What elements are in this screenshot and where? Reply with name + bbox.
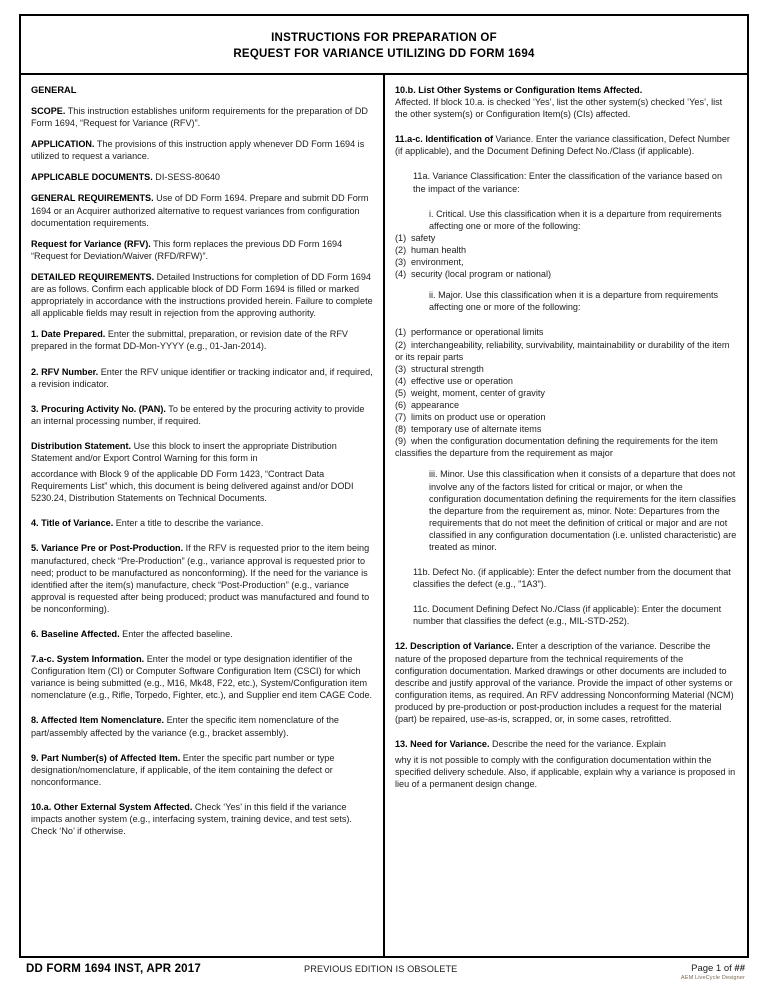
list-item-number: (7) [395, 412, 407, 423]
item-5-text: If the RFV is requested prior to the item being manufactured, check “Pre-Production” (e.g., variance approval is requested prior to need; product to be manufactured as nonconforming). If the need for the variance is identified after the item(s) manufacture, check “Post-Production” (e.g., variance approval is requested after being produced; product was manufactured and found to be nonconforming). [31, 543, 370, 614]
item-12-paragraph [395, 640, 737, 725]
list-item-text: interchangeability, reliability, survivability, maintainability or durability of the item or its repair parts [395, 339, 730, 362]
list-item [395, 435, 737, 459]
item-6-label: 6. Baseline Affected. [31, 629, 120, 639]
list-item-text: structural strength [411, 363, 484, 374]
item-9-label: 9. Part Number(s) of Affected Item. [31, 752, 181, 763]
item-3-text: To be entered by the procuring activity to provide an internal processing number, if required. [31, 403, 365, 426]
form-title-line-2: REQUEST FOR VARIANCE UTILIZING DD FORM 1694 [233, 47, 535, 60]
list-item [395, 387, 737, 399]
item-1-label: 1. Date Prepared. [31, 329, 106, 340]
designer-tool-label: AEM LiveCycle Designer [680, 975, 745, 981]
critical-classification-paragraph: i. Critical. Use this classification when it is a departure from requirements affecting one or more of the following: [429, 208, 722, 231]
item-11a-paragraph: 11a. Variance Classification: Enter the classification of the variance based on the impact of the variance: [413, 171, 723, 194]
form-title-line-1: INSTRUCTIONS FOR PREPARATION OF [271, 31, 497, 44]
instruction-columns [21, 75, 747, 956]
item-12-text: Enter a description of the variance. Describe the nature of the proposed departure from the technical requirements of the configuration documentation. Marked drawings or other documents are included to describe and justify approval of the variance. Provide the impact of other systems or configuration items, as required. An RFV addressing Nonconforming Material (NCM) produced by pre-production or post-production includes a request for the material (part) be repaired, use-as-is, scrapped, or, in some cases, retrofitted. [395, 641, 734, 725]
item-8-paragraph [31, 714, 373, 738]
list-item [395, 339, 737, 363]
item-8-label: 8. Affected Item Nomenclature. [31, 715, 165, 726]
item-3-paragraph [31, 403, 373, 427]
distribution-statement-paragraph-2: accordance with Block 9 of the applicable DD Form 1423, “Contract Data Requirements List” which, this document is being delivered against and/or DODI 5230.24, Distribution Statements on Technical Documents. [31, 469, 354, 504]
item-11b-paragraph: 11b. Defect No. (if applicable): Enter the defect number from the document that classifies the defect (e.g., "1A3"). [413, 567, 731, 590]
right-instruction-column [385, 75, 747, 956]
item-1-text: Enter the submittal, preparation, or revision date of the RFV prepared in the format DD-Mon-YYYY (e.g., 01-Jan-2014). [31, 329, 348, 352]
list-item-number: (4) [395, 375, 407, 386]
minor-classification-paragraph: iii. Minor. Use this classification when it consists of a departure that does not involve any of the factors listed for critical or major, or when the configuration documentation defining the requirements for the item classifies the departure from the requirement as, minor. Note: Departures from the requirements that do not meet the definition of critical or major and are not classified in any configuration documentation (i.e. unlisted characteristic) are treated as minor. [429, 469, 737, 552]
item-5-label: 5. Variance Pre or Post-Production. [31, 543, 184, 554]
item-9-paragraph [31, 752, 373, 788]
request-for-variance-label: Request for Variance (RFV). [31, 238, 151, 249]
list-item [395, 375, 737, 387]
distribution-statement-paragraph [31, 440, 373, 464]
major-factor-list [395, 326, 737, 459]
application-paragraph [31, 138, 373, 162]
applicable-documents-label: APPLICABLE DOCUMENTS. [31, 172, 153, 183]
title-block [21, 16, 747, 75]
list-item-text: when the configuration documentation defining the requirements for the item classifies the departure from the requirement as major [395, 436, 718, 459]
item-7-label: 7.a-c. System Information. [31, 654, 145, 665]
item-5-paragraph [31, 542, 373, 615]
footer-right-group [681, 963, 745, 982]
page-total: ## [734, 963, 745, 974]
item-10b-label: 10.b. List Other Systems or Configuration Items Affected. [395, 85, 643, 95]
item-2-text: Enter the RFV unique identifier or tracking indicator and, if required, a revision indicator. [31, 366, 373, 389]
list-item-text: effective use or operation [411, 375, 513, 386]
item-12-label: 12. Description of Variance. [395, 641, 514, 652]
list-item [395, 268, 737, 280]
item-7-text: Enter the model or type designation identifier of the Configuration Item (CI) or Computer Software Configuration Item (CSCI) for which variance is being submitted (e.g., M16, Mk48, F22, etc.), System/Configuration item nomenclature (e.g., Rifle, Torpedo, Fighter, etc.), and Supplier end item CAGE Code. [31, 654, 373, 701]
list-item [395, 244, 737, 256]
applicable-documents-text: DI-SESS-80640 [152, 172, 220, 183]
item-11c-paragraph: 11c. Document Defining Defect No./Class (if applicable): Enter the document number that classifies the defect (e.g., MIL-STD-252). [413, 604, 722, 627]
item-2-paragraph [31, 366, 373, 390]
list-item-text: security (local program or national) [411, 269, 551, 280]
list-item-text: temporary use of alternate items [411, 424, 542, 435]
list-item-number: (2) [395, 339, 407, 350]
item-6-paragraph [31, 628, 373, 640]
list-item-text: limits on product use or operation [411, 412, 546, 423]
request-for-variance-paragraph [31, 238, 373, 262]
item-10a-paragraph [31, 801, 373, 837]
list-item-number: (8) [395, 424, 407, 435]
list-item-text: weight, moment, center of gravity [411, 387, 545, 398]
detailed-requirements-label: DETAILED REQUIREMENTS. [31, 271, 155, 282]
list-item-text: environment, [411, 257, 464, 268]
previous-edition-notice: PREVIOUS EDITION IS OBSOLETE [304, 964, 458, 974]
scope-label: SCOPE. [31, 106, 66, 116]
list-item-number: (2) [395, 244, 407, 255]
item-13-label: 13. Need for Variance. [395, 739, 490, 750]
form-frame [19, 14, 749, 958]
item-11-paragraph [395, 133, 737, 157]
item-4-paragraph [31, 517, 373, 529]
left-instruction-column [21, 75, 385, 956]
detailed-requirements-text: Detailed Instructions for completion of DD Form 1694 are as follows. Confirm each applicable block of DD Form 1694 is filled or marked appropriately in accordance with the instructions provided herein. Failure to complete all applicable fields may result in rejection from the approving authority. [31, 271, 373, 319]
list-item-number: (9) [395, 436, 407, 447]
item-6-text: Enter the affected baseline. [119, 629, 233, 639]
list-item [395, 423, 737, 435]
item-10b-text: Affected. If block 10.a. is checked ‘Yes’, list the other system(s) checked ‘Yes’, list the other system(s) or Configuration Item(s) (CIs) affected. [395, 97, 723, 120]
item-11-label: 11.a-c. Identification of [395, 134, 494, 145]
general-requirements-text: Use of DD Form 1694. Prepare and submit DD Form 1694 or an Acquirer authorized alternative to request variances from configuration documentation requirements. [31, 193, 369, 228]
list-item-text: appearance [411, 399, 460, 410]
critical-factor-list [395, 232, 737, 280]
request-for-variance-text: This form replaces the previous DD Form 1694 “Request for Deviation/Waiver (RFD/RFW)”. [31, 238, 343, 261]
list-item-number: (3) [395, 363, 407, 374]
general-requirements-paragraph [31, 192, 373, 228]
major-classification-paragraph: ii. Major. Use this classification when it is a departure from requirements affecting one or more of the following: [429, 290, 719, 313]
detailed-requirements-paragraph [31, 271, 373, 319]
item-4-text: Enter a title to describe the variance. [113, 518, 264, 529]
item-1-paragraph [31, 328, 373, 352]
scope-paragraph [31, 105, 373, 129]
distribution-statement-text: Use this block to insert the appropriate Distribution Statement and/or Export Control Warning for this form in [31, 440, 337, 463]
list-item [395, 363, 737, 375]
item-7-paragraph [31, 653, 373, 701]
form-footer [19, 963, 749, 995]
item-11-text: Variance. Enter the variance classification, Defect Number (if applicable), and the Document Defining Defect No./Class (if applicable). [395, 134, 730, 157]
application-label: APPLICATION. [31, 139, 95, 150]
scope-text: This instruction establishes uniform requirements for the preparation of DD Form 1694, “Request for Variance (RFV)”. [31, 106, 368, 129]
item-13-text: Describe the need for the variance. Explain [489, 739, 666, 750]
form-id-label: DD FORM 1694 INST, APR 2017 [26, 963, 201, 975]
list-item [395, 232, 737, 244]
page-number [681, 963, 745, 974]
list-item-number: (3) [395, 257, 407, 268]
item-9-text: Enter the specific part number or type designation/nomenclature, if applicable, of the item containing the defect or nonconformance. [31, 752, 335, 787]
distribution-statement-label: Distribution Statement. [31, 440, 132, 451]
list-item [395, 399, 737, 411]
application-text: The provisions of this instruction apply whenever DD Form 1694 is utilized to request a variance. [31, 139, 365, 162]
item-4-label: 4. Title of Variance. [31, 518, 114, 529]
list-item-number: (6) [395, 399, 407, 410]
general-heading: GENERAL [31, 85, 77, 95]
item-10a-label: 10.a. Other External System Affected. [31, 801, 193, 812]
list-item-number: (1) [395, 232, 407, 243]
item-2-label: 2. RFV Number. [31, 366, 99, 377]
item-10b-paragraph [395, 84, 737, 120]
general-requirements-label: GENERAL REQUIREMENTS. [31, 193, 154, 204]
list-item-text: performance or operational limits [411, 327, 544, 338]
list-item-text: human health [411, 244, 467, 255]
item-13-paragraph [395, 738, 737, 750]
list-item [395, 256, 737, 268]
page-label: Page 1 of [691, 963, 735, 974]
list-item-number: (5) [395, 387, 407, 398]
applicable-documents-paragraph [31, 171, 373, 183]
item-3-label: 3. Procuring Activity No. (PAN). [31, 403, 166, 414]
list-item-number: (4) [395, 269, 407, 280]
item-13-paragraph-2: why it is not possible to comply with the configuration documentation within the specified delivery schedule. Also, if applicable, explain why a variance is proposed in lieu of a permanent design change. [395, 755, 736, 790]
list-item-number: (1) [395, 327, 407, 338]
list-item-text: safety [411, 232, 436, 243]
item-10a-text: Check ‘Yes’ in this field if the variance impacts another system (e.g., interfacing system, training device, and test sets). Check ‘No’ if otherwise. [31, 801, 352, 837]
item-8-text: Enter the specific item nomenclature of the part/assembly affected by the variance (e.g., bracket assembly). [31, 715, 339, 738]
list-item [395, 411, 737, 423]
list-item [395, 326, 737, 338]
